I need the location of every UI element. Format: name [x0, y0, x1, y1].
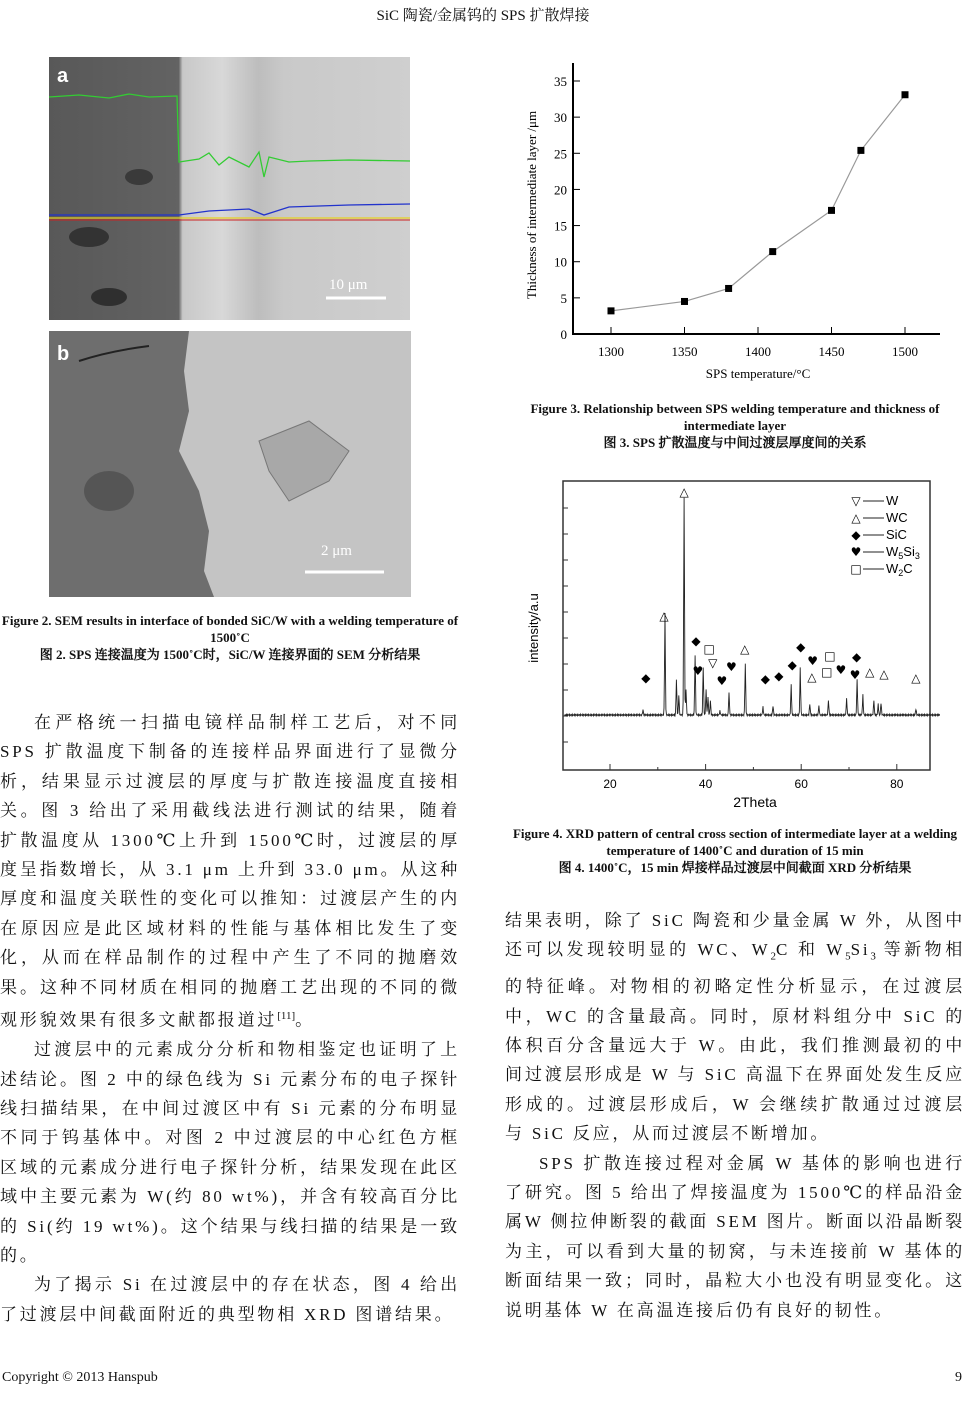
- data-point: [608, 307, 615, 314]
- phase-marker: △: [865, 665, 875, 679]
- phase-marker: ♥: [726, 660, 737, 674]
- paragraph: [0, 708, 460, 1035]
- page-number: 9: [955, 1370, 962, 1385]
- panel-label-a: a: [57, 65, 69, 87]
- sem-image-b: [49, 331, 411, 597]
- subscript: 2: [770, 950, 777, 963]
- legend-symbol: ◆: [851, 528, 861, 542]
- x-tick-label: 1500: [892, 344, 918, 359]
- y-tick-label: 10: [554, 254, 567, 270]
- phase-marker: △: [740, 642, 750, 656]
- data-point: [725, 285, 732, 292]
- sem-image-a: [49, 57, 410, 320]
- legend-symbol: ♥: [850, 545, 862, 559]
- phase-marker: ◆: [774, 669, 784, 683]
- x-tick-label: 80: [890, 777, 904, 791]
- data-point: [828, 207, 835, 214]
- phase-marker: ▽: [708, 656, 718, 670]
- footer-copyright: Copyright © 2013 Hanspub: [2, 1370, 158, 1385]
- phase-marker: ◆: [796, 640, 806, 654]
- x-tick-label: 20: [603, 777, 617, 791]
- caption-en: Figure 4. XRD pattern of central cross section of intermediate layer at a welding temperature of 1400˚C and duration of 15 min: [512, 826, 958, 858]
- text: 在严格统一扫描电镜样品制样工艺后，对不同SPS 扩散温度下制备的连接样品界面进行了显微分析，结果显示过渡层的厚度与扩散连接温度直接相关。图 3 给出了采用截线法进行测试的结果，随着扩散温度从 1300℃上升到 1500℃时，过渡层的厚度呈指数增长，从 3.1 μm 上升到 33.0 μm。从这种厚度和温度关联性的变化可以推知：过渡层产生的内在原因应是此区域材料的性能与基体相比发生了变化，从而在样品制作的过程中产生了不同的抛磨效果。这种不同材质在相同的抛磨工艺出现的不同的微观形貌效果有很多文献都报道过: [0, 713, 460, 1030]
- caption-en: Figure 3. Relationship between SPS welding temperature and thickness of intermediate layer: [530, 401, 940, 433]
- x-axis-label: 2Theta: [733, 794, 777, 810]
- left-column-text: [0, 708, 460, 1329]
- phase-marker: □: [703, 642, 715, 656]
- x-tick-label: 1400: [745, 344, 771, 359]
- text: 等新物相的特征峰。对物相的初略定性分析显示，在过渡层中，WC 的含量最高。同时，原材料组分中 SiC 的体积百分含量远大于 W。由此，我们推测最初的中间过渡层形成是 W 与 SiC 高温下在界面处发生反应形成的。过渡层形成后，W 会继续扩散通过过渡层与 SiC 反应，从而过渡层不断增加。: [505, 940, 965, 1144]
- running-header: SiC 陶瓷/金属钨的 SPS 扩散焊接: [376, 8, 590, 24]
- data-point: [902, 91, 909, 98]
- caption-cn: 图 3. SPS 扩散温度与中间过渡层厚度间的关系: [603, 435, 867, 450]
- caption-cn: 图 2. SPS 连接温度为 1500˚C时，SiC/W 连接界面的 SEM 分析结果: [39, 647, 421, 662]
- legend-symbol: △: [851, 511, 861, 525]
- phase-marker: ♥: [716, 674, 728, 688]
- caption-en: Figure 2. SEM results in interface of bonded SiC/W with a welding temperature of 1500˚C: [1, 613, 459, 645]
- y-tick-label: 15: [554, 218, 567, 234]
- phase-marker: ♥: [692, 664, 704, 678]
- legend-label: SiC: [886, 527, 907, 542]
- figure-2-caption: [0, 612, 460, 663]
- right-column-text: [505, 906, 965, 1325]
- subscript: 5: [845, 950, 851, 963]
- series-line: [611, 95, 905, 311]
- phase-marker: ◆: [691, 634, 701, 648]
- phase-marker: □: [824, 649, 836, 663]
- x-axis-label: SPS temperature/°C: [705, 366, 811, 381]
- y-tick-label: 0: [560, 327, 567, 342]
- text: 。: [295, 1010, 315, 1030]
- figure-3-chart: [520, 60, 940, 390]
- x-tick-label: 60: [794, 777, 808, 791]
- scale-label-a: 10 μm: [329, 277, 368, 293]
- scale-label-b: 2 μm: [321, 543, 352, 559]
- text: C 和 W: [776, 940, 846, 960]
- data-point: [769, 248, 776, 255]
- paragraph: SPS 扩散连接过程对金属 W 基体的影响也进行了研究。图 5 给出了焊接温度为 1500℃的样品沿金属W 侧拉伸断裂的截面 SEM 图片。断面以沿晶断裂为主，可以看到大量的韧窝，与未连接前 W 基体的断面结果一致；同时，晶粒大小也没有明显变化。这说明基体 W 在高温连接后仍有良好的韧性。: [505, 1153, 965, 1320]
- y-tick-label: 35: [554, 74, 567, 89]
- phase-marker: □: [821, 665, 833, 679]
- subscript: 3: [870, 950, 876, 963]
- data-point: [857, 147, 864, 154]
- reference-link[interactable]: [11]: [277, 1010, 296, 1023]
- paragraph: 过渡层中的元素成分分析和物相鉴定也证明了上述结论。图 2 中的绿色线为 Si 元素分布的电子探针线扫描结果，在中间过渡区中有 Si 元素的分布明显不同于钨基体中。对图 2 中过渡层的中心红色方框区域的元素成分进行电子探针分析，结果发现在此区域中主要元素为 W(约 80 wt%)，并含有较高百分比的 Si(约 19 wt%)。这个结果与线扫描的结果是一致的。: [0, 1040, 460, 1265]
- phase-marker: ◆: [787, 658, 797, 672]
- y-tick-label: 25: [554, 146, 567, 162]
- phase-marker: ♥: [849, 668, 861, 682]
- plot-frame: [563, 481, 930, 770]
- figure-3-caption: [510, 400, 960, 451]
- figure-4-xrd-chart: [520, 478, 940, 813]
- legend-symbol: □: [850, 562, 862, 576]
- x-tick-label: 1300: [598, 344, 624, 359]
- legend-label: $W_2C$: [886, 561, 913, 578]
- phase-marker: △: [911, 671, 921, 685]
- phase-marker: △: [879, 667, 889, 681]
- phase-marker: ♥: [807, 654, 819, 668]
- legend-symbol: ▽: [851, 494, 861, 508]
- caption-cn: 图 4. 1400˚C，15 min 焊接样品过渡层中间截面 XRD 分析结果: [558, 860, 912, 875]
- phase-marker: ♥: [835, 663, 847, 677]
- panel-label-b: b: [57, 343, 70, 365]
- phase-marker: △: [679, 485, 689, 499]
- phase-marker: ◆: [641, 671, 651, 685]
- data-point: [681, 298, 688, 305]
- phase-marker: ◆: [760, 672, 770, 686]
- paragraph: [505, 906, 965, 1149]
- y-tick-label: 20: [554, 182, 567, 198]
- text: Si: [850, 940, 871, 960]
- text: 结果表明，除了 SiC 陶瓷和少量金属 W 外，从图中还可以发现较明显的 WC、W: [505, 911, 965, 960]
- y-tick-label: 30: [554, 110, 567, 126]
- x-tick-label: 1350: [671, 344, 698, 359]
- figure-4-caption: [505, 825, 965, 876]
- legend-label: $W_5Si_3$: [886, 544, 920, 561]
- paragraph: 为了揭示 Si 在过渡层中的存在状态，图 4 给出了过渡层中间截面附近的典型物相 XRD 图谱结果。: [0, 1275, 460, 1324]
- legend-label: WC: [886, 510, 908, 525]
- phase-marker: △: [659, 609, 669, 623]
- phase-marker: △: [807, 670, 817, 684]
- legend-label: W: [886, 493, 899, 508]
- y-tick-label: 5: [560, 290, 567, 306]
- x-tick-label: 40: [698, 777, 713, 791]
- y-axis-label: intensity/a.u: [526, 593, 541, 663]
- sem-b-structure: [49, 331, 411, 597]
- y-axis-label: Thickness of intermediate layer /μm: [524, 110, 539, 300]
- phase-marker: ◆: [852, 650, 862, 664]
- x-tick-label: 1450: [818, 344, 845, 359]
